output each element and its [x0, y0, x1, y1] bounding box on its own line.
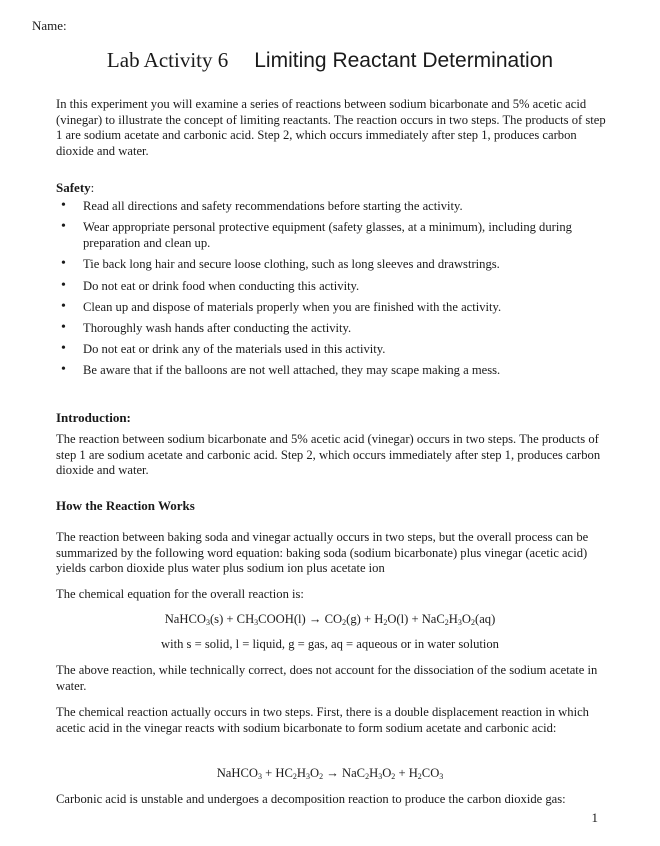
- title-sub: Limiting Reactant Determination: [254, 49, 554, 72]
- safety-list: [56, 198, 612, 384]
- title-main: Lab Activity 6: [106, 48, 229, 72]
- list-item: • Clean up and dispose of materials properly when you are finished with the activity.: [56, 299, 612, 315]
- list-item: • Be aware that if the balloons are not well attached, they may scape making a mess.: [56, 362, 612, 378]
- list-item: • Thoroughly wash hands after conducting the activity.: [56, 320, 612, 336]
- list-item: • Wear appropriate personal protective equipment (safety glasses, at a minimum), including during preparation and clean up.: [56, 219, 612, 251]
- page-title: [0, 48, 660, 73]
- intro-paragraph: In this experiment you will examine a series of reactions between sodium bicarbonate and 5% acetic acid (vinegar) to illustrate the concept of limiting reactants. The reaction occurs in two steps. The products of step 1 are sodium acetate and carbonic acid. Step 2, which occurs immediately after step 1, produces carbon dioxide and water.: [56, 97, 606, 158]
- how-paragraph-1: The reaction between baking soda and vinegar actually occurs in two steps, but the overall process can be summarized by the following word equation: baking soda (sodium bicarbonate) plus vinegar (acetic acid) yields carbon dioxide plus water plus sodium ion plus acetate ion: [56, 530, 589, 576]
- introduction-heading: Introduction:: [56, 410, 131, 425]
- how-heading: How the Reaction Works: [56, 498, 195, 513]
- safety-heading: Safety:: [56, 180, 95, 195]
- how-paragraph-4: The chemical reaction actually occurs in two steps. First, there is a double displacement reaction in which acetic acid in the vinegar reacts with sodium bicarbonate to form sodium acetate and carbonic acid:: [56, 705, 589, 735]
- list-item: • Tie back long hair and secure loose clothing, such as long sleeves and drawstrings.: [56, 256, 612, 272]
- name-label: Name:: [32, 18, 67, 33]
- list-item: • Do not eat or drink food when conducting this activity.: [56, 278, 612, 294]
- how-paragraph-5: Carbonic acid is unstable and undergoes a decomposition reaction to produce the carbon dioxide gas:: [56, 792, 566, 806]
- how-paragraph-2: The chemical equation for the overall reaction is:: [56, 587, 304, 601]
- page-number: 1: [591, 810, 598, 825]
- state-legend: with s = solid, l = liquid, g = gas, aq = aqueous or in water solution: [161, 637, 499, 651]
- overall-equation: NaHCO$_3$(s) + $CH_3COOH(l) \to CO_2(g) + H_2O(l) + NaC_2H_3O_2(aq)$: [164, 612, 496, 627]
- introduction-text: The reaction between sodium bicarbonate and 5% acetic acid (vinegar) occurs in two steps. The products of step 1 are sodium acetate and carbonic acid. Step 2, which occurs immediately after step 1, produces carbon dioxide and water.: [56, 432, 601, 478]
- how-paragraph-3: The above reaction, while technically correct, does not account for the dissociation of the sodium acetate in water.: [56, 663, 598, 693]
- list-item: • Do not eat or drink any of the materials used in this activity.: [56, 341, 612, 357]
- list-item: • Read all directions and safety recommendations before starting the activity.: [56, 198, 612, 214]
- step1-equation: NaHCO$_3$ + $HC_2H_3O_2 \to NaC_2H_3O_2 + H_2CO_3$: [216, 766, 444, 781]
